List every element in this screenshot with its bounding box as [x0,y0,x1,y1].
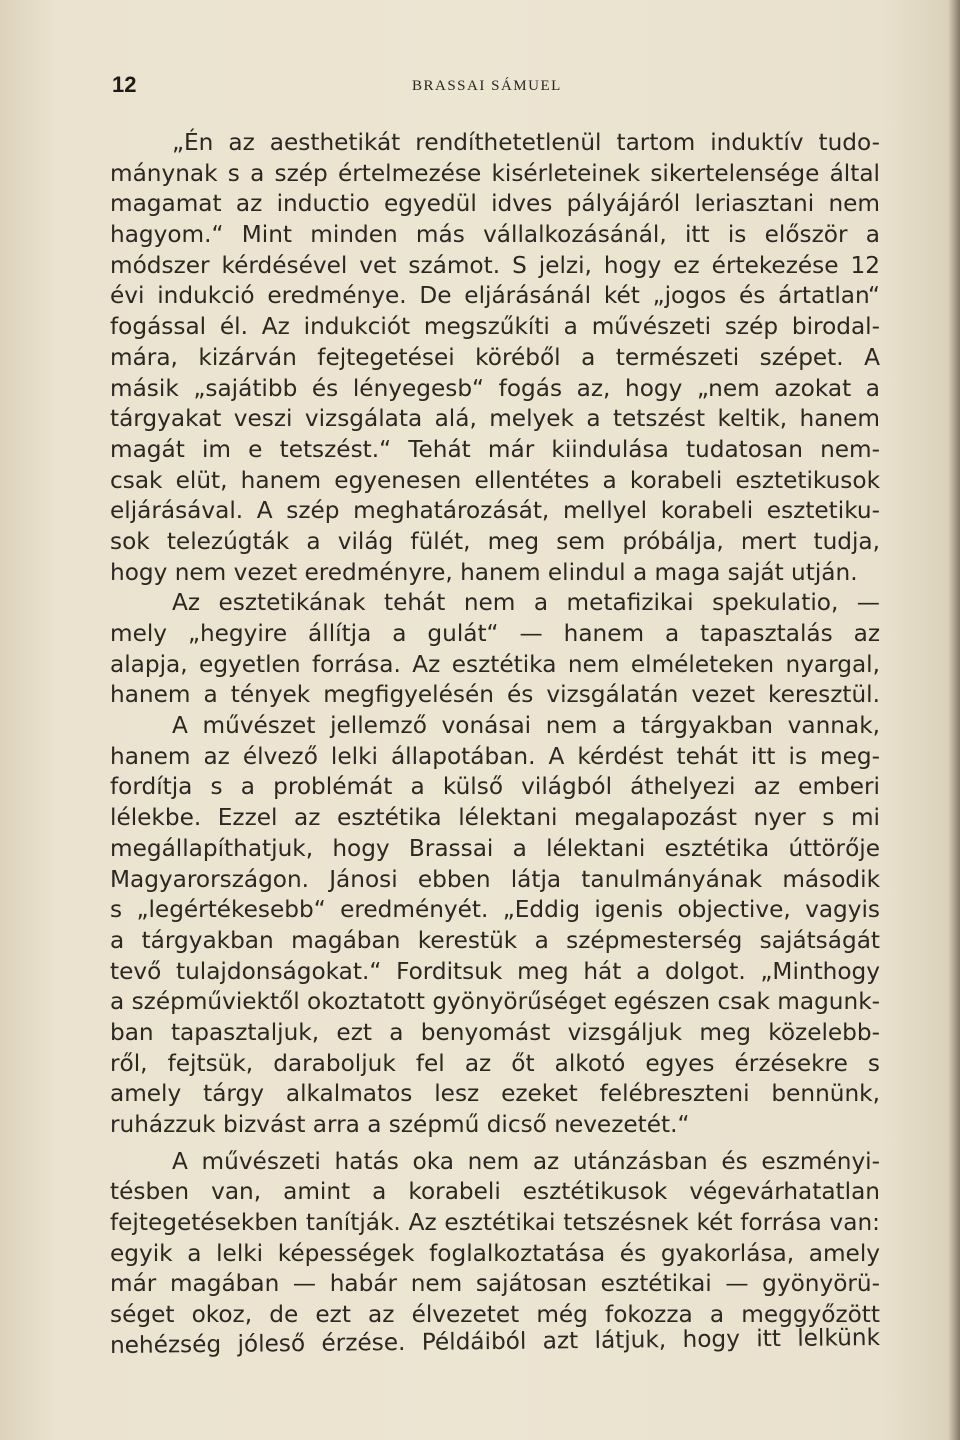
text-line: hogy nem vezet eredményre, hanem elindul a maga saját utján. [110,558,858,586]
text-line: már magában — habár nem sajátosan esztétikai — gyönyörü- [110,1270,880,1298]
page-header [112,72,892,104]
text-line: fordítja s a problémát a külső világból áthelyezi az emberi [110,773,880,801]
text-line: lélekbe. Ezzel az esztétika lélektani megalapozást nyer s mi [110,804,880,832]
text-line: fogással él. Az indukciót megszűkíti a művészeti szép birodal- [110,313,880,341]
text-line: séget okoz, de ezt az élvezetet még fokozza a meggyőzött [110,1301,880,1329]
text-line: megállapíthatjuk, hogy Brassai a lélektani esztétika úttörője [110,834,880,862]
text-line: nehézség jóleső érzése. Példáiból azt látjuk, hogy itt lelkünk [109,1323,881,1359]
text-line: mára, kizárván fejtegetései köréből a természeti szépet. A [110,343,880,371]
text-line: ruházzuk bizvást arra a szépmű dicső nevezetét.“ [110,1111,690,1138]
text-line: alapja, egyetlen forrása. Az esztétika nem elméleteken nyargal, [110,650,880,678]
text-line: magamat az inductio egyedül idves pályájáról leriasztani nem [110,190,880,218]
text-line: mánynak s a szép értelmezése kisérleteinek sikertelensége által [110,159,880,187]
text-line: „Én az aesthetikát rendíthetetlenül tartom induktív tudo- [172,129,880,156]
text-line: ről, fejtsük, daraboljuk fel az őt alkotó egyes érzésekre s [110,1049,880,1077]
text-line: tésben van, amint a korabeli esztétikusok végevárhatatlan [110,1178,880,1206]
text-line: hanem a tények megfigyelésén és vizsgálatán vezet keresztül. [110,681,880,709]
text-line: másik „sajátibb és lényegesb“ fogás az, hogy „nem azokat a [110,374,880,402]
text-line: a szépműviektől okoztatott gyönyörűséget egészen csak magunk- [110,988,880,1016]
text-line: ban tapasztaljuk, ezt a benyomást vizsgáljuk meg közelebb- [110,1018,880,1046]
page-edge-shadow [948,0,960,1440]
text-line: A művészeti hatás oka nem az utánzásban és eszményi- [172,1147,880,1175]
text-line: egyik a lelki képességek foglalkoztatása és gyakorlása, amely [110,1239,880,1267]
text-line: s „legértékesebb“ eredményét. „Eddig igenis objective, vagyis [110,896,880,924]
body-text [110,128,880,1362]
page-number: 12 [112,72,137,97]
text-line: Magyarországon. Jánosi ebben látja tanulmányának második [110,865,880,893]
text-line: Az esztetikának tehát nem a metafizikai spekulatio, — [172,589,880,617]
text-line: fejtegetésekben tanítják. Az esztétikai tetszésnek két forrása van: [110,1209,880,1237]
text-line: hanem az élvező lelki állapotában. A kérdést tehát itt is meg- [110,742,880,770]
text-line: mely „hegyire állítja a gulát“ — hanem a tapasztalás az [110,620,880,647]
text-line: amely tárgy alkalmatos lesz ezeket felébreszteni bennünk, [110,1080,880,1108]
text-line: A művészet jellemző vonásai nem a tárgyakban vannak, [172,712,880,740]
running-head: BRASSAI SÁMUEL [412,78,562,94]
text-line: a tárgyakban magában kerestük a szépmesterség sajátságát [110,926,880,954]
text-line: tevő tulajdonságokat.“ Forditsuk meg hát a dolgot. „Minthogy [110,957,880,985]
text-line: hagyom.“ Mint minden más vállalkozásánál, itt is először a [110,221,880,249]
text-line: sok telezúgták a világ fülét, meg sem próbálja, mert tudja, [110,527,880,555]
text-line: magát im e tetszést.“ Tehát már kiindulása tudatosan nem- [110,435,880,463]
text-line: módszer kérdésével vet számot. S jelzi, hogy ez értekezése 12 [110,251,880,279]
text-line: tárgyakat veszi vizsgálata alá, melyek a tetszést keltik, hanem [110,405,880,433]
text-line: csak elüt, hanem egyenesen ellentétes a korabeli esztetikusok [110,466,880,494]
text-line: évi indukció eredménye. De eljárásánál két „jogos és ártatlan“ [110,282,880,310]
text-line: eljárásával. A szép meghatározását, mellyel korabeli esztetiku- [110,497,880,525]
